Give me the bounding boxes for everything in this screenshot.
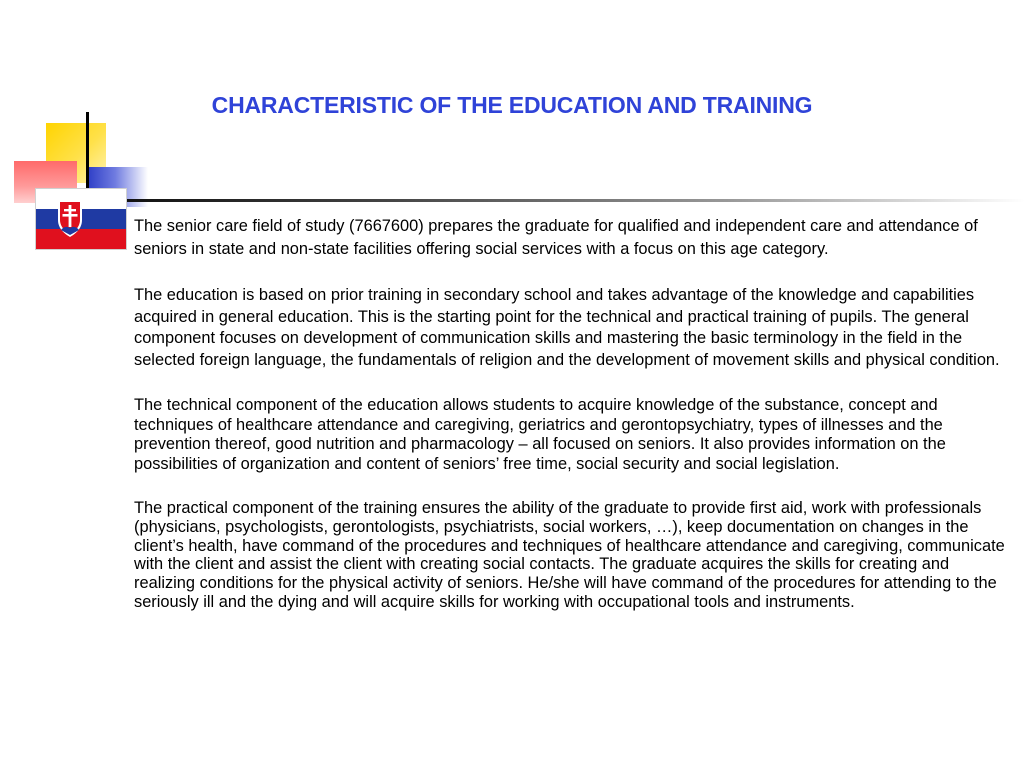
slide-title: CHARACTERISTIC OF THE EDUCATION AND TRAINING [211,92,813,118]
title-underline [40,199,1024,202]
paragraph-general-education: The education is based on prior training in secondary school and takes advantage of the knowledge and capabilities acquired in general education. This is the starting point for the technical and practical training of pupils. The general component focuses on development of communication skills and mastering the basic terminology in the field in the selected foreign language, the fundamentals of religion and the development of movement skills and physical condition. [134,286,1000,369]
paragraph-study-field: The senior care field of study (7667600) prepares the graduate for qualified and independent care and attendance of seniors in state and non-state facilities offering social services with a focus on this age category. [134,217,978,258]
paragraph-practical-component: The practical component of the training ensures the ability of the graduate to provide first aid, work with professionals (physicians, psychologists, gerontologists, psychiatrists, social workers, …), keep documentation on changes in the client’s health, have command of the procedures and techniques of healthcare attendance and caregiving, communicate with the client and assist the client with creating social contacts. The graduate acquires the skills for creating and realizing conditions for the physical activity of seniors. He/she will have command of the procedures for attending to the seriously ill and the dying and will acquire skills for working with occupational tools and instruments. [134,499,1005,611]
coat-of-arms-icon [56,198,84,238]
paragraph-technical-component: The technical component of the education allows students to acquire knowledge of the substance, concept and techniques of healthcare attendance and caregiving, geriatrics and gerontopsychiatry, types of illnesses and the prevention thereof, good nutrition and pharmacology – all focused on seniors. It also provides information on the possibilities of organization and content of seniors’ free time, social security and social legislation. [134,396,946,473]
slovakia-flag-icon [35,188,127,250]
slide-body [134,215,1008,612]
